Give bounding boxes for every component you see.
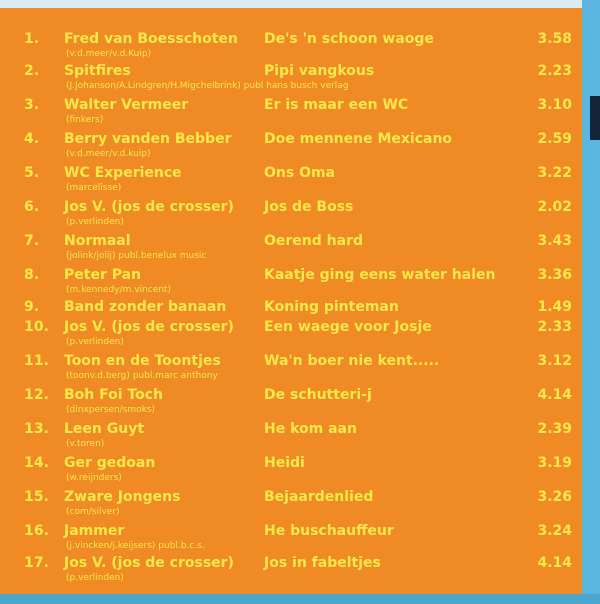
track-row — [0, 162, 582, 195]
track-number: 10. — [24, 319, 50, 335]
track-row — [0, 94, 582, 127]
track-title: De schutteri-j — [264, 387, 372, 403]
track-number: 13. — [24, 421, 50, 437]
track-title: Er is maar een WC — [264, 97, 409, 113]
track-number: 2. — [24, 63, 40, 79]
track-artist: Spitfires — [64, 63, 131, 79]
track-row — [0, 264, 582, 297]
track-title: Wa'n boer nie kent..... — [264, 353, 440, 369]
track-row — [0, 196, 582, 229]
track-row — [0, 350, 582, 383]
track-row — [0, 316, 582, 349]
track-title: Doe mennene Mexicano — [264, 131, 453, 147]
track-artist: Fred van Boesschoten — [64, 31, 238, 47]
track-duration: 2.33 — [537, 319, 572, 335]
track-number: 6. — [24, 199, 40, 215]
track-credit: (com/silver) — [66, 507, 120, 517]
track-credit: (j.vincken/j.keijsers) publ.b.c.s. — [66, 541, 205, 551]
track-number: 4. — [24, 131, 40, 147]
track-credit: (jolink/jolij) publ.benelux music — [66, 251, 207, 261]
track-number: 16. — [24, 523, 50, 539]
track-title: Jos de Boss — [264, 199, 354, 215]
track-artist: Toon en de Toontjes — [64, 353, 221, 369]
track-artist: Peter Pan — [64, 267, 142, 283]
frame-right-edge — [582, 0, 600, 604]
track-credit: (m.kennedy/m.vincent) — [66, 285, 171, 295]
track-number: 17. — [24, 555, 50, 571]
track-credit: (p.verlinden) — [66, 337, 124, 347]
track-artist: Berry vanden Bebber — [64, 131, 232, 147]
track-artist: Zware Jongens — [64, 489, 181, 505]
track-row — [0, 552, 582, 585]
track-duration: 3.24 — [537, 523, 572, 539]
track-title: Ons Oma — [264, 165, 336, 181]
track-duration: 3.10 — [537, 97, 572, 113]
track-title: De's 'n schoon waoge — [264, 31, 434, 47]
track-row — [0, 384, 582, 417]
track-artist: Leen Guyt — [64, 421, 145, 437]
track-row — [0, 230, 582, 263]
track-credit: (p.verlinden) — [66, 573, 124, 583]
track-credit: (v.toren) — [66, 439, 105, 449]
frame-top-edge — [0, 0, 600, 8]
track-duration: 3.12 — [537, 353, 572, 369]
track-row — [0, 128, 582, 161]
track-row — [0, 28, 582, 61]
track-credit: (marcelisse) — [66, 183, 122, 193]
track-duration: 3.22 — [537, 165, 572, 181]
track-number: 11. — [24, 353, 50, 369]
track-duration: 2.39 — [537, 421, 572, 437]
track-title: Koning pinteman — [264, 299, 399, 315]
track-number: 5. — [24, 165, 40, 181]
track-duration: 1.49 — [537, 299, 572, 315]
track-row — [0, 520, 582, 553]
track-row — [0, 486, 582, 519]
track-artist: Jammer — [64, 523, 125, 539]
corner-decoration — [590, 96, 600, 140]
track-credit: (J.Johanson/A.Lindgren/H.Migchelbrink) publ hans busch verlag — [66, 81, 349, 91]
track-duration: 3.58 — [537, 31, 572, 47]
track-artist: Band zonder banaan — [64, 299, 227, 315]
frame-bottom-edge — [0, 594, 600, 604]
track-credit: (v.d.meer/v.d.kuip) — [66, 149, 151, 159]
track-artist: Boh Foi Toch — [64, 387, 163, 403]
track-artist: Normaal — [64, 233, 131, 249]
track-artist: WC Experience — [64, 165, 182, 181]
track-duration: 4.14 — [537, 387, 572, 403]
track-number: 8. — [24, 267, 40, 283]
track-title: Oerend hard — [264, 233, 363, 249]
track-artist: Walter Vermeer — [64, 97, 189, 113]
track-artist: Jos V. (jos de crosser) — [64, 319, 234, 335]
track-title: Kaatje ging eens water halen — [264, 267, 496, 283]
track-number: 3. — [24, 97, 40, 113]
track-artist: Jos V. (jos de crosser) — [64, 555, 234, 571]
track-duration: 3.36 — [537, 267, 572, 283]
track-title: He buschauffeur — [264, 523, 394, 539]
track-artist: Ger gedoan — [64, 455, 156, 471]
track-title: Een waege voor Josje — [264, 319, 432, 335]
track-number: 14. — [24, 455, 50, 471]
track-number: 9. — [24, 299, 40, 315]
track-duration: 3.43 — [537, 233, 572, 249]
track-number: 1. — [24, 31, 40, 47]
track-title: Bejaardenlied — [264, 489, 374, 505]
track-number: 12. — [24, 387, 50, 403]
track-credit: (dinxpersen/smoks) — [66, 405, 156, 415]
track-duration: 2.02 — [537, 199, 572, 215]
track-title: He kom aan — [264, 421, 357, 437]
track-duration: 3.19 — [537, 455, 572, 471]
track-credit: (v.d.meer/v.d.Kuip) — [66, 49, 152, 59]
track-duration: 2.59 — [537, 131, 572, 147]
track-credit: (p.verlinden) — [66, 217, 124, 227]
track-row — [0, 452, 582, 485]
track-duration: 2.23 — [537, 63, 572, 79]
track-credit: (toonv.d.berg) publ.marc anthony — [66, 371, 218, 381]
track-credit: (finkers) — [66, 115, 104, 125]
track-artist: Jos V. (jos de crosser) — [64, 199, 234, 215]
tracklist-panel — [0, 8, 582, 594]
track-title: Jos in fabeltjes — [264, 555, 381, 571]
track-title: Pipi vangkous — [264, 63, 375, 79]
track-credit: (w.reijnders) — [66, 473, 122, 483]
track-number: 15. — [24, 489, 50, 505]
track-row — [0, 60, 582, 93]
track-duration: 4.14 — [537, 555, 572, 571]
track-title: Heidi — [264, 455, 305, 471]
track-number: 7. — [24, 233, 40, 249]
track-row — [0, 418, 582, 451]
track-duration: 3.26 — [537, 489, 572, 505]
